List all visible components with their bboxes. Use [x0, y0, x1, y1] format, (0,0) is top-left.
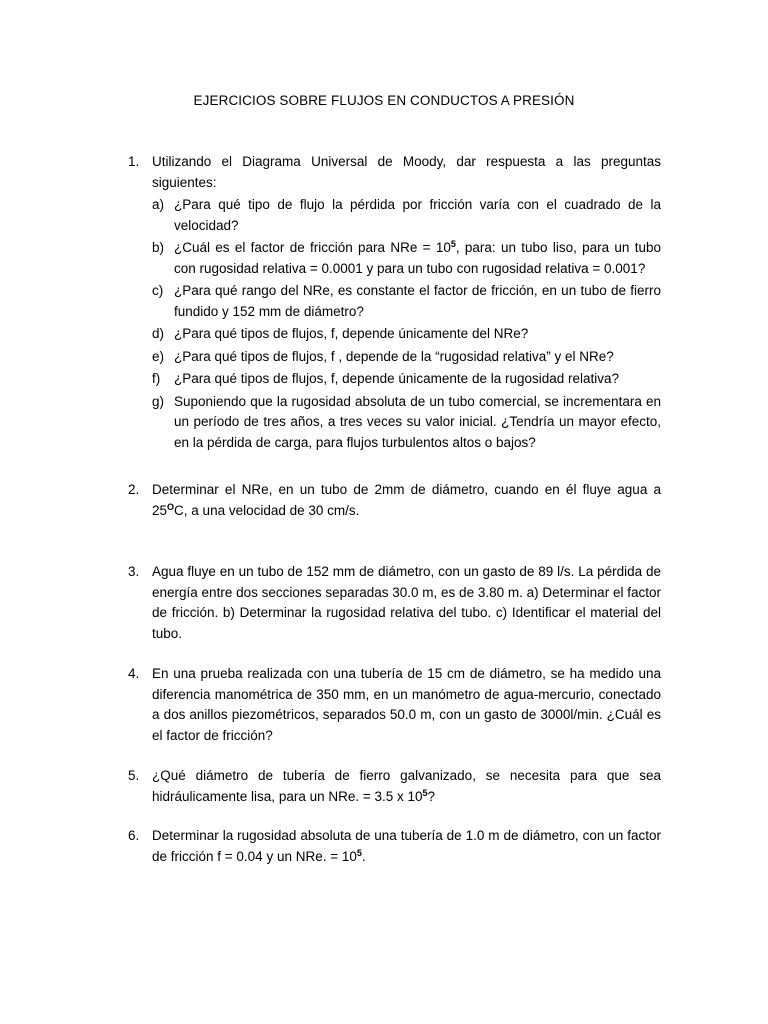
superscript: 5: [422, 787, 428, 798]
sub-question-letter: c): [152, 283, 164, 298]
sub-question-text: ¿Para qué rango del NRe, es constante el factor de fricción, en un tubo de fierro fundido y 152 mm de diámetro?: [174, 283, 661, 319]
sub-question-text: [174, 238, 661, 279]
sub-question-a: [152, 195, 661, 236]
question-text: [152, 766, 661, 807]
superscript: 5: [450, 239, 456, 249]
question-text: Agua fluye en un tubo de 152 mm de diámetro, con un gasto de 89 l/s. La pérdida de energía entre dos secciones separadas 30.0 m, es de 3.80 m. a) Determinar el factor de fricción. b) Determinar la rugosidad relativa del tubo. c) Identificar el material del tubo.: [152, 564, 661, 641]
sub-question-text: ¿Para qué tipos de flujos, f, depende únicamente del NRe?: [174, 326, 529, 341]
sub-question-d: [152, 324, 661, 345]
question-2: [128, 480, 661, 521]
sub-question-b: [152, 238, 661, 279]
question-text-pre: Determinar la rugosidad absoluta de una tubería de 1.0 m de diámetro, con un factor de fricción f = 0.04 y un NRe. = 10: [152, 828, 661, 864]
question-number: 4.: [128, 666, 140, 681]
question-3: [128, 562, 661, 644]
sub-question-c: [152, 281, 661, 322]
sub-question-f: [152, 369, 661, 390]
question-text-pre: Determinar el NRe, en un tubo de 2mm de diámetro, cuando en él fluye agua a 25: [152, 482, 661, 518]
question-4: [128, 664, 661, 746]
sub-question-letter: e): [152, 348, 165, 364]
sub-question-list: [152, 195, 661, 453]
sub-question-letter: a): [152, 197, 165, 212]
question-text: [152, 826, 661, 867]
question-number: 6.: [128, 828, 140, 843]
sub-question-e: [152, 347, 661, 368]
question-text: Utilizando el Diagrama Universal de Moody, dar respuesta a las preguntas siguientes:: [152, 154, 661, 190]
question-text-pre: ¿Qué diámetro de tubería de fierro galvanizado, se necesita para que sea hidráulicamente lisa, para un NRe. = 3.5 x 10: [152, 768, 661, 804]
sub-question-text-pre: ¿Cuál es el factor de fricción para NRe = 10: [174, 240, 451, 255]
sub-question-g: [152, 392, 661, 454]
document-title: EJERCICIOS SOBRE FLUJOS EN CONDUCTOS A PRESIÓN: [193, 93, 575, 108]
question-number: 2.: [128, 482, 140, 497]
superscript: O: [167, 501, 175, 512]
sub-question-text: ¿Para qué tipo de flujo la pérdida por fricción varía con el cuadrado de la velocidad?: [174, 197, 661, 233]
question-number: 1.: [128, 154, 140, 169]
sub-question-text: ¿Para qué tipos de flujos, f, depende únicamente de la rugosidad relativa?: [174, 371, 620, 386]
sub-question-text-post: , para: un tubo liso, para un tubo con rugosidad relativa = 0.0001 y para un tubo con rugosidad relativa = 0.001?: [174, 240, 662, 276]
question-6: [128, 826, 661, 867]
sub-question-text: ¿Para qué tipos de flujos, f , depende de la “rugosidad relativa” y el NRe?: [174, 348, 614, 364]
question-5: [128, 766, 661, 807]
question-text-post: ?: [427, 788, 436, 804]
sub-question-letter: b): [152, 240, 165, 255]
sub-question-letter: g): [152, 393, 165, 409]
question-text-post: .: [361, 848, 366, 864]
superscript: 5: [356, 847, 362, 858]
question-text-post: C, a una velocidad de 30 cm/s.: [174, 502, 360, 518]
question-number: 5.: [128, 768, 140, 783]
sub-question-letter: f): [152, 371, 161, 386]
sub-question-text: Suponiendo que la rugosidad absoluta de un tubo comercial, se incrementara en un período de tres años, a tres veces su valor inicial. ¿Tendría un mayor efecto, en la pérdida de carga, para flujos turbulentos altos o bajos?: [174, 393, 661, 450]
question-number: 3.: [128, 564, 140, 579]
question-1: [128, 152, 661, 455]
question-text: En una prueba realizada con una tubería de 15 cm de diámetro, se ha medido una diferencia manométrica de 350 mm, en un manómetro de agua-mercurio, conectado a dos anillos piezométricos, separados 50.0 m, con un gasto de 3000l/min. ¿Cuál es el factor de fricción?: [152, 666, 661, 743]
sub-question-letter: d): [152, 326, 165, 341]
question-text: [152, 480, 661, 521]
